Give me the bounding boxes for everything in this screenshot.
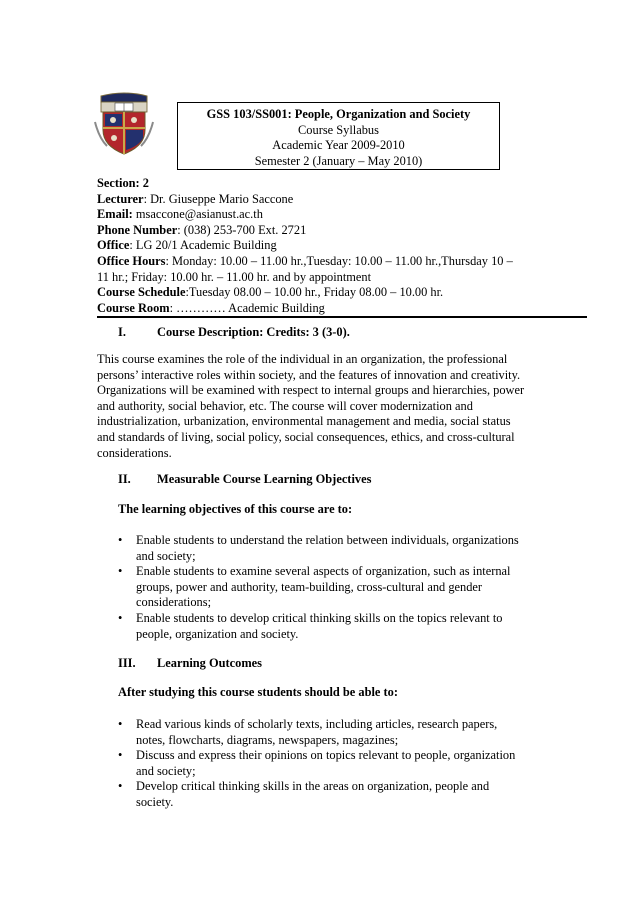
course-description xyxy=(97,352,547,461)
horizontal-divider xyxy=(97,316,587,318)
list-item-line: Enable students to develop critical thinking skills on the topics relevant to xyxy=(136,610,503,625)
course-schedule-row xyxy=(97,285,547,301)
description-line: and authority, social behavior, etc. The course will cover modernization and xyxy=(97,398,473,413)
list-item-line: groups, power and authority, team-building, cross-cultural and gender xyxy=(136,579,483,594)
phone-value: : (038) 253-700 Ext. 2721 xyxy=(177,222,307,237)
office-hours-value: : Monday: 10.00 – 11.00 hr.,Tuesday: 10.00 – 11.00 hr.,Thursday 10 – xyxy=(165,253,513,268)
office-value: : LG 20/1 Academic Building xyxy=(129,238,277,253)
office-hours-label: Office Hours xyxy=(97,253,166,268)
list-item xyxy=(118,717,548,748)
bullet-icon: • xyxy=(118,779,123,794)
email-value: msaccone@asianust.ac.th xyxy=(132,207,263,222)
course-title-box xyxy=(177,102,500,170)
semester: Semester 2 (January – May 2010) xyxy=(254,153,423,168)
list-item-line: Read various kinds of scholarly texts, including articles, research papers, xyxy=(136,717,498,731)
course-title: GSS 103/SS001: People, Organization and Society xyxy=(206,107,471,121)
list-item xyxy=(118,611,548,642)
list-item-line: considerations; xyxy=(136,595,212,610)
course-schedule-value: :Tuesday 08.00 – 10.00 hr., Friday 08.00 – 10.00 hr. xyxy=(185,285,444,300)
course-schedule-label: Course Schedule xyxy=(97,285,186,300)
office-label: Office xyxy=(97,238,130,253)
list-item xyxy=(118,779,548,810)
bullet-icon: • xyxy=(118,748,123,763)
bullet-icon: • xyxy=(118,564,123,579)
bullet-icon: • xyxy=(118,610,123,625)
description-line: considerations. xyxy=(97,445,172,460)
university-crest-logo xyxy=(93,92,155,156)
email-row xyxy=(97,207,547,223)
list-item xyxy=(118,748,548,779)
bullet-icon: • xyxy=(118,533,123,547)
description-line: and standards of living, social policy, social consequences, ethics, and cross-cultural xyxy=(97,429,515,444)
section-2-number: II. xyxy=(118,472,131,486)
bullet-icon: • xyxy=(118,717,123,731)
section-3-number: III. xyxy=(118,656,136,670)
list-item-line: and society; xyxy=(136,548,196,563)
office-row xyxy=(97,238,547,254)
course-info xyxy=(97,176,547,316)
description-line: This course examines the role of the individual in an organization, the professional xyxy=(97,352,508,366)
lecturer-row xyxy=(97,192,547,208)
section-1-number: I. xyxy=(118,325,126,339)
course-room-value: : ………… Academic Building xyxy=(169,300,325,315)
list-item-line: Develop critical thinking skills in the areas on organization, people and xyxy=(136,779,490,794)
list-item-line: Discuss and express their opinions on topics relevant to people, organization xyxy=(136,748,516,763)
description-line: Organizations will be examined with respect to internal groups and hierarchies, power xyxy=(97,383,525,398)
description-line: persons’ interactive roles within society, and the features of innovation and creativity. xyxy=(97,367,521,382)
section-1-title: Course Description: Credits: 3 (3-0). xyxy=(157,325,350,339)
objectives-intro: The learning objectives of this course are to: xyxy=(118,502,353,516)
list-item-line: people, organization and society. xyxy=(136,626,299,641)
office-hours-continued: 11 hr.; Friday: 10.00 hr. – 11.00 hr. and by appointment xyxy=(97,269,372,284)
phone-row xyxy=(97,223,547,239)
list-item xyxy=(118,564,548,611)
outcomes-intro: After studying this course students should be able to: xyxy=(118,685,398,699)
course-room-label: Course Room xyxy=(97,300,170,315)
lecturer-value: : Dr. Giuseppe Mario Saccone xyxy=(143,191,294,206)
section-2-title: Measurable Course Learning Objectives xyxy=(157,472,372,486)
section-3-title: Learning Outcomes xyxy=(157,656,262,670)
office-hours-row xyxy=(97,254,547,270)
outcomes-list xyxy=(118,717,548,811)
description-line: industrialization, urbanization, environmental management and media, social status xyxy=(97,414,511,429)
email-label: Email: xyxy=(97,207,133,222)
phone-label: Phone Number xyxy=(97,222,178,237)
list-item-line: Enable students to examine several aspects of organization, such as internal xyxy=(136,564,511,579)
course-room-row xyxy=(97,301,547,317)
list-item-line: Enable students to understand the relation between individuals, organizations xyxy=(136,533,519,547)
list-item-line: notes, flowcharts, diagrams, newspapers, magazines; xyxy=(136,732,399,747)
section-number: Section: 2 xyxy=(97,176,149,190)
list-item-line: society. xyxy=(136,794,174,809)
academic-year: Academic Year 2009-2010 xyxy=(272,138,405,153)
objectives-list xyxy=(118,533,548,642)
document-type: Course Syllabus xyxy=(298,122,379,137)
list-item-line: and society; xyxy=(136,763,196,778)
list-item xyxy=(118,533,548,564)
lecturer-label: Lecturer xyxy=(97,191,144,206)
